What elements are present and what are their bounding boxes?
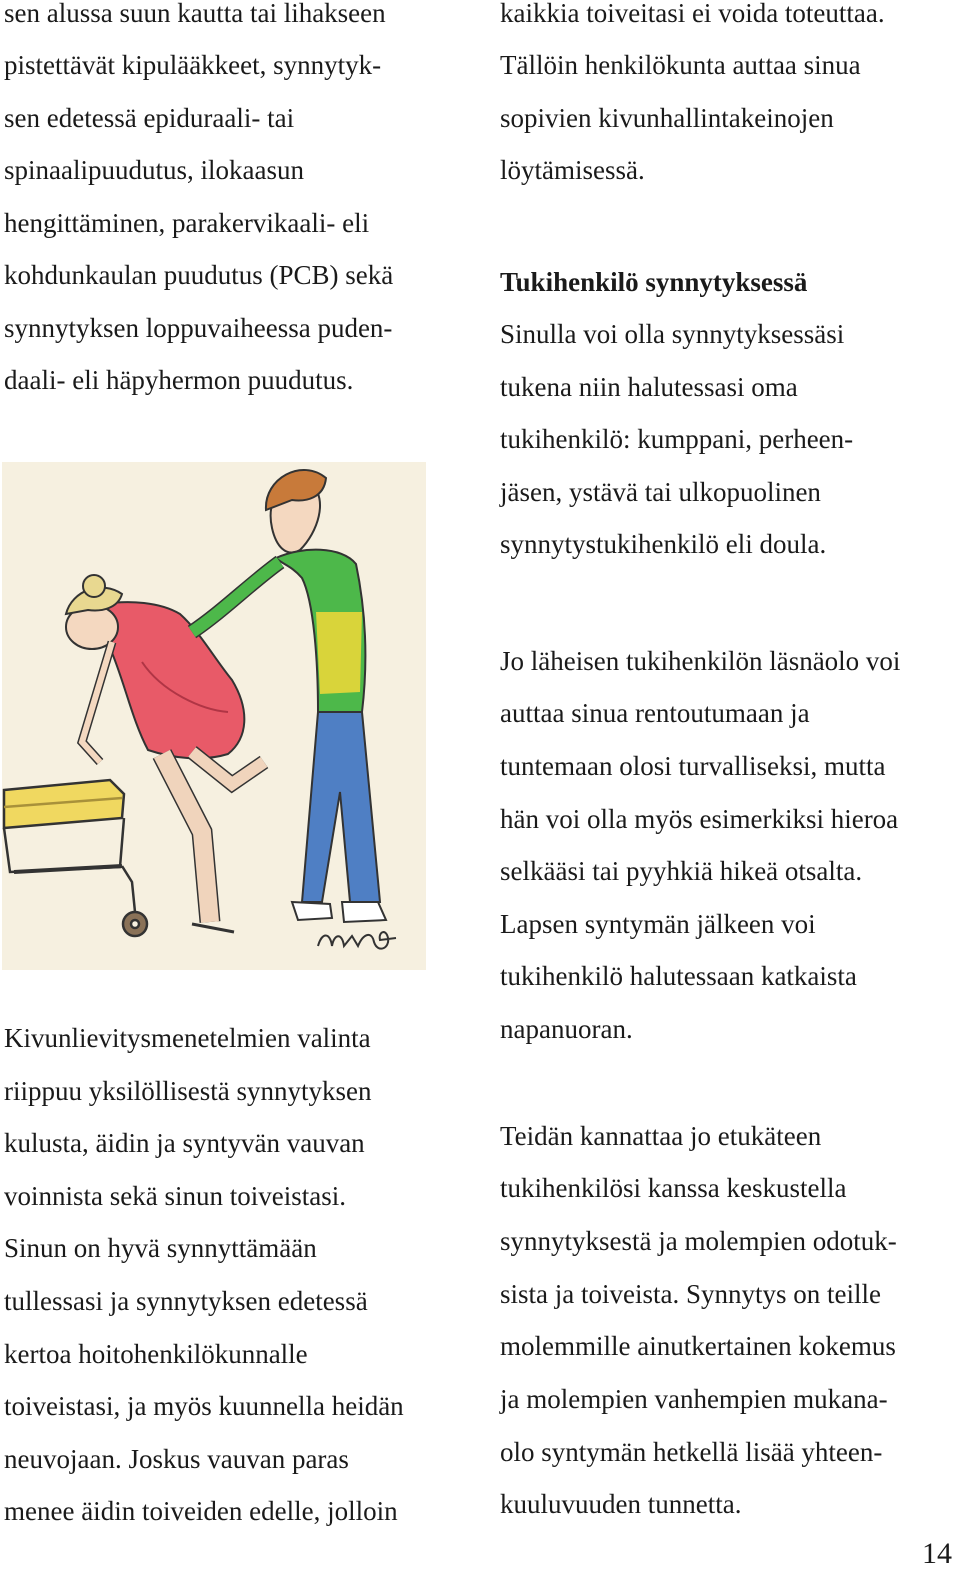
text-line: tukihenkilö halutessaan katkaista <box>500 961 857 991</box>
text-line: voinnista sekä sinun toiveistasi. <box>4 1181 346 1211</box>
text-line: hengittäminen, parakervikaali- eli <box>4 208 370 238</box>
text-line: toiveistasi, ja myös kuunnella heidän <box>4 1391 404 1421</box>
text-line: Teidän kannattaa jo etukäteen <box>500 1121 822 1151</box>
text-line: kaikkia toiveitasi ei voida toteuttaa. <box>500 0 885 28</box>
text-line: sopivien kivunhallintakeinojen <box>500 103 834 133</box>
text-line: Tällöin henkilökunta auttaa sinua <box>500 50 861 80</box>
text-line: kohdunkaulan puudutus (PCB) sekä <box>4 260 394 290</box>
illustration-support-person <box>2 462 426 970</box>
section-heading: Tukihenkilö synnytyksessä <box>500 267 808 297</box>
text-line: löytämisessä. <box>500 155 645 185</box>
text-line: jäsen, ystävä tai ulkopuolinen <box>500 477 821 507</box>
text-line: kulusta, äidin ja syntyvän vauvan <box>4 1128 365 1158</box>
text-line: daali- eli häpyhermon puudutus. <box>4 365 354 395</box>
text-line: napanuoran. <box>500 1014 633 1044</box>
text-line: Sinulla voi olla synnytyksessäsi <box>500 319 845 349</box>
text-line: sista ja toiveista. Synnytys on teille <box>500 1279 881 1309</box>
text-line: tukihenkilö: kumppani, perheen- <box>500 424 854 454</box>
text-line: Kivunlievitysmenetelmien valinta <box>4 1023 371 1053</box>
text-line: hän voi olla myös esimerkiksi hieroa <box>500 804 899 834</box>
text-line: Lapsen syntymän jälkeen voi <box>500 909 816 939</box>
text-line: tukena niin halutessasi oma <box>500 372 798 402</box>
watercolor-illustration <box>2 462 426 970</box>
text-line: sen edetessä epiduraali- tai <box>4 103 295 133</box>
text-line: auttaa sinua rentoutumaan ja <box>500 698 810 728</box>
text-line: kertoa hoitohenkilökunnalle <box>4 1339 308 1369</box>
text-line: tullessasi ja synnytyksen edetessä <box>4 1286 368 1316</box>
text-line: Jo läheisen tukihenkilön läsnäolo voi <box>500 646 901 676</box>
text-line: tukihenkilösi kanssa keskustella <box>500 1173 847 1203</box>
text-line: Sinun on hyvä synnyttämään <box>4 1233 317 1263</box>
text-line: spinaalipuudutus, ilokaasun <box>4 155 304 185</box>
bed-drawing <box>4 780 147 936</box>
text-line: riippuu yksilöllisestä synnytyksen <box>4 1076 372 1106</box>
text-line: tuntemaan olosi turvalliseksi, mutta <box>500 751 886 781</box>
text-line: olo syntymän hetkellä lisää yhteen- <box>500 1437 883 1467</box>
text-line: neuvojaan. Joskus vauvan paras <box>4 1444 349 1474</box>
woman-figure <box>66 575 264 932</box>
text-line: molemmille ainutkertainen kokemus <box>500 1331 896 1361</box>
text-line: menee äidin toiveiden edelle, jolloin <box>4 1496 398 1526</box>
text-line: kuuluvuuden tunnetta. <box>500 1489 742 1519</box>
page-number: 14 <box>922 1537 952 1570</box>
text-line: synnytystukihenkilö eli doula. <box>500 529 827 559</box>
text-line: synnytyksen loppuvaiheessa puden- <box>4 313 393 343</box>
text-line: synnytyksestä ja molempien odotuk- <box>500 1226 897 1256</box>
artist-signature <box>318 932 396 949</box>
text-line: ja molempien vanhempien mukana- <box>500 1384 888 1414</box>
text-line: pistettävät kipulääkkeet, synnytyk- <box>4 50 382 80</box>
text-line: sen alussa suun kautta tai lihakseen <box>4 0 386 28</box>
text-line: selkääsi tai pyyhkiä hikeä otsalta. <box>500 856 863 886</box>
